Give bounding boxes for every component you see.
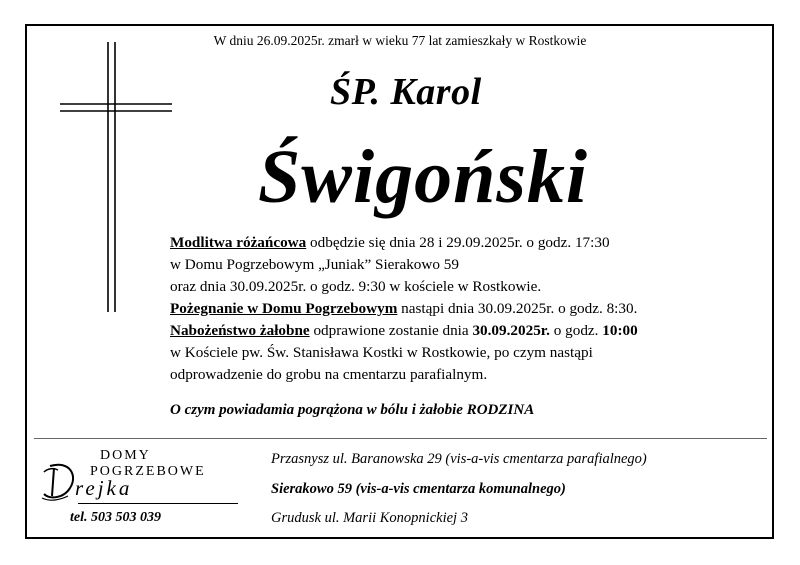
logo-name: rejka	[75, 476, 133, 500]
address-przasnysz: Przasnysz ul. Baranowska 29 (vis-a-vis cmentarza parafialnego)	[271, 451, 647, 467]
burial-line: odprowadzenie do grobu na cmentarzu parafialnym.	[170, 366, 488, 383]
church-rosary-line: oraz dnia 30.09.2025r. o godz. 9:30 w kościele w Rostkowie.	[170, 278, 542, 295]
header-line: W dniu 26.09.2025r. zmarł w wieku 77 lat zamieszkały w Rostkowie	[213, 33, 587, 48]
logo-underline	[78, 503, 238, 504]
footer-divider	[34, 438, 767, 439]
address-sierakowo: Sierakowo 59 (vis-a-vis cmentarza komunalnego)	[271, 481, 566, 497]
cross-icon	[60, 42, 172, 312]
mass-date: 30.09.2025r.	[472, 322, 550, 339]
mass-time: 10:00	[602, 322, 638, 339]
phone-number: tel. 503 503 039	[70, 510, 161, 525]
surname-title: Świgoński	[258, 135, 589, 219]
mass-text: odprawione zostanie dnia	[309, 322, 473, 339]
farewell-line	[170, 298, 750, 320]
title-prefix: ŚP. Karol	[330, 71, 482, 113]
logo-line-domy: DOMY	[100, 448, 151, 463]
funeral-home-logo	[40, 446, 220, 506]
closing-line: O czym powiadamia pogrążona w bólu i żałobie RODZINA	[170, 402, 535, 418]
logo-line-pogrzebowe: POGRZEBOWE	[90, 464, 206, 479]
ceremony-details	[170, 232, 750, 386]
farewell-heading: Pożegnanie w Domu Pogrzebowym	[170, 300, 398, 317]
mass-text2: o godz.	[549, 322, 603, 339]
mass-line	[170, 320, 750, 342]
church-line: w Kościele pw. Św. Stanisława Kostki w Rostkowie, po czym nastąpi	[170, 344, 593, 361]
rosary-text: odbędzie się dnia 28 i 29.09.2025r. o godz. 17:30	[306, 234, 610, 251]
farewell-text: nastąpi dnia 30.09.2025r. o godz. 8:30.	[397, 300, 638, 317]
rosary-line	[170, 232, 750, 254]
funeral-home-line: w Domu Pogrzebowym „Juniak” Sierakowo 59	[170, 256, 459, 273]
logo-d-monogram-icon	[40, 458, 80, 502]
address-grudusk: Grudusk ul. Marii Konopnickiej 3	[271, 510, 468, 526]
rosary-heading: Modlitwa różańcowa	[170, 234, 307, 251]
mass-heading: Nabożeństwo żałobne	[170, 322, 310, 339]
